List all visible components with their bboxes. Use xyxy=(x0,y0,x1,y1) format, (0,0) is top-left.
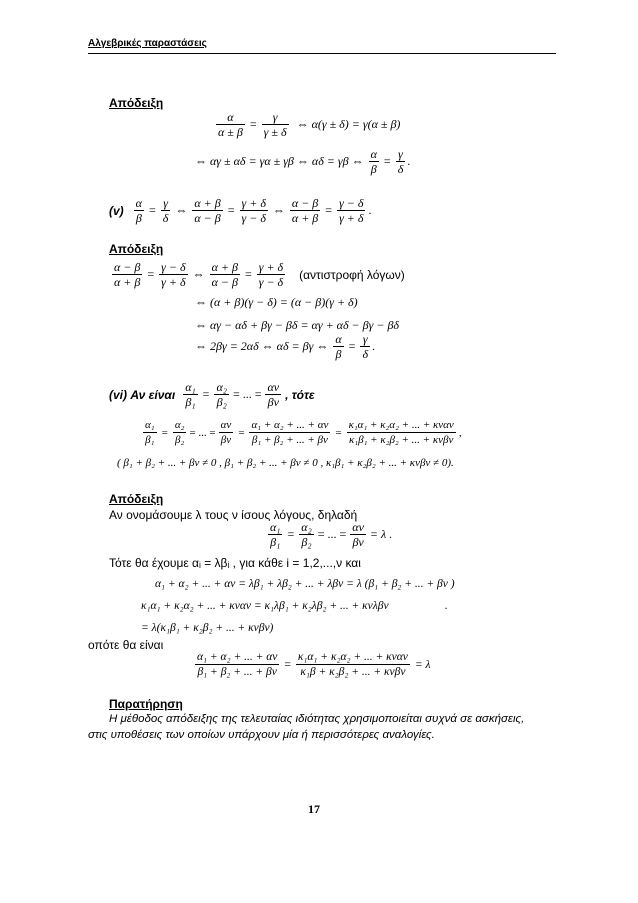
proof3-then-line: Τότε θα έχουμε αᵢ = λβᵢ , για κάθε i = 1,2,...,ν και xyxy=(109,556,361,570)
denominator: δ xyxy=(362,347,369,361)
proof1-equation-2 xyxy=(195,147,410,176)
denominator: β₂ xyxy=(216,395,227,409)
math-token: . xyxy=(407,154,411,168)
numerator: α + β xyxy=(211,260,238,274)
fraction xyxy=(360,332,370,361)
math-token: = xyxy=(335,426,342,439)
numerator: α₂ xyxy=(174,419,185,431)
denominator: κ₁β₁ + κ₂β₂ + ... + κνβν xyxy=(349,434,454,446)
math-token: , τότε xyxy=(285,387,315,402)
running-header: Αλγεβρικές παραστάσεις xyxy=(88,38,207,49)
fraction xyxy=(161,196,171,225)
proof1-equation-1 xyxy=(216,110,400,139)
denominator: δ xyxy=(162,211,169,225)
math-token: = xyxy=(287,527,295,541)
numerator: α₁ + α₂ + ... + αν xyxy=(197,651,278,663)
math-token: (αντιστροφή λόγων) xyxy=(299,267,405,282)
proof3-conclusion xyxy=(195,650,431,679)
numerator: κ₁α₁ + κ₂α₂ + ... + κναν xyxy=(348,419,454,431)
fraction xyxy=(290,196,320,225)
denominator: βν xyxy=(267,395,279,409)
denominator: α + β xyxy=(114,275,141,289)
fraction xyxy=(268,520,282,549)
math-token: ⇔ xyxy=(272,203,285,217)
property-vi-result xyxy=(143,418,462,447)
proof3-intro: Αν ονομάσουμε λ τους ν ίσους λόγους, δηλαδή xyxy=(109,508,358,522)
numerator: γ xyxy=(396,147,406,162)
fraction xyxy=(183,380,197,409)
math-token: ⇔ 2βγ = 2αδ ⇔ αδ = βγ ⇔ xyxy=(195,339,329,353)
denominator: β₂ xyxy=(174,434,185,446)
math-token: = xyxy=(202,387,210,401)
numerator: α₂ xyxy=(216,380,227,394)
numerator: α − β xyxy=(114,260,141,274)
denominator: α + β xyxy=(291,211,319,225)
math-token: = xyxy=(148,203,156,217)
numerator: α₂ xyxy=(301,520,312,534)
remark-line-1: Η μέθοδος απόδειξης της τελευταίας ιδιότητας χρησιμοποιείται συχνά σε ασκήσεις, xyxy=(109,713,525,725)
denominator: β₂ xyxy=(301,535,312,549)
math-token: = λ xyxy=(414,658,431,671)
denominator: β xyxy=(335,347,342,361)
fraction xyxy=(216,110,245,139)
proof2-line-2: ⇔ (α + β)(γ − δ) = (α − β)(γ + δ) xyxy=(195,295,358,309)
denominator: γ − δ xyxy=(241,211,266,225)
math-token: . xyxy=(368,203,372,217)
numerator: α₁ + α₂ + ... + αν xyxy=(251,419,329,431)
denominator: β₁ xyxy=(185,395,196,409)
denominator: α − β xyxy=(211,275,238,289)
math-token: = λ . xyxy=(369,527,393,541)
fraction xyxy=(296,650,410,679)
denominator: β₁ xyxy=(270,535,281,549)
math-token: = ... = xyxy=(189,426,216,439)
proof3-ratios xyxy=(268,520,392,549)
fraction xyxy=(350,520,366,549)
numerator: α₁ xyxy=(145,419,155,431)
fraction xyxy=(210,260,240,289)
fraction xyxy=(143,418,157,447)
fraction xyxy=(249,418,330,447)
proof3-sum-line: α₁ + α₂ + ... + αν = λβ₁ + λβ₂ + ... + λβν = λ (β₁ + β₂ + ... + βν ) xyxy=(155,578,455,590)
math-token: (vi) Αν είναι xyxy=(109,387,176,402)
denominator: γ + δ xyxy=(339,211,364,225)
numerator: γ xyxy=(262,110,289,125)
denominator: κ₁β + κ₂β₂ + ... + κνβν xyxy=(300,666,406,678)
denominator: β₁ + β₂ + ... + βν xyxy=(251,434,328,446)
fraction xyxy=(257,260,285,289)
math-token: ⇔ αγ ± αδ = γα ± γβ ⇔ αδ = γβ ⇔ xyxy=(195,154,364,168)
math-token: = xyxy=(244,267,252,281)
header-rule xyxy=(88,53,556,54)
math-token: = ... = xyxy=(232,387,262,401)
math-token: . xyxy=(372,339,376,353)
denominator: β₁ + β₂ + ... + βν xyxy=(197,666,277,678)
fraction xyxy=(347,418,456,447)
page-number: 17 xyxy=(308,802,320,816)
property-vi-conditions: ( β₁ + β₂ + ... + βν ≠ 0 , β₁ + β₂ + ... + βν ≠ 0 , κ₁β₁ + κ₂β₂ + ... + κνβν ≠ 0). xyxy=(117,457,454,469)
numerator: α + β xyxy=(194,196,221,210)
fraction xyxy=(369,147,379,176)
denominator: γ ± δ xyxy=(263,125,287,139)
remark-heading: Παρατήρηση xyxy=(109,697,183,711)
numerator: αν xyxy=(267,380,280,394)
math-token: = ... = xyxy=(317,527,347,541)
math-token: = xyxy=(348,339,356,353)
denominator: α ± β xyxy=(218,125,243,139)
numerator: α₁ xyxy=(270,520,281,534)
fraction xyxy=(219,418,234,447)
denominator: β xyxy=(370,162,377,176)
proof2-line-3: ⇔ αγ − αδ + βγ − βδ = αγ + αδ − βγ − βδ xyxy=(195,318,400,332)
fraction xyxy=(134,196,144,225)
denominator: α − β xyxy=(194,211,221,225)
numerator: α₁ xyxy=(185,380,196,394)
fraction xyxy=(192,196,222,225)
denominator: γ + δ xyxy=(161,275,186,289)
math-token: = xyxy=(238,426,245,439)
proof-heading-2: Απόδειξη xyxy=(109,242,164,256)
proof2-line-1 xyxy=(112,260,405,289)
numerator: α xyxy=(370,147,377,161)
fraction xyxy=(173,418,187,447)
numerator: γ xyxy=(360,332,370,347)
fraction xyxy=(262,110,289,139)
denominator: β₁ xyxy=(145,434,155,446)
proof-heading-1: Απόδειξη xyxy=(109,96,164,110)
remark-line-2: στις υποθέσεις των οποίων υπάρχουν μία ή περισσότερες αναλογίες. xyxy=(88,729,435,741)
math-token: ⇔ xyxy=(192,267,205,281)
fraction xyxy=(265,380,281,409)
fraction xyxy=(214,380,228,409)
math-token: = xyxy=(147,267,155,281)
denominator: γ − δ xyxy=(258,275,284,289)
numerator: γ + δ xyxy=(258,260,284,274)
fraction xyxy=(337,196,365,225)
numerator: α xyxy=(335,332,342,346)
math-token: (v) xyxy=(109,203,124,218)
fraction xyxy=(333,332,343,361)
numerator: αν xyxy=(220,419,232,431)
fraction xyxy=(240,196,268,225)
math-token: = xyxy=(249,117,257,131)
proof2-line-4 xyxy=(195,332,375,361)
numerator: α − β xyxy=(291,196,319,210)
math-token: = xyxy=(161,426,168,439)
math-token: , xyxy=(458,426,462,439)
denominator: δ xyxy=(397,162,404,176)
fraction xyxy=(396,147,406,176)
numerator: α xyxy=(216,110,245,125)
math-token: = xyxy=(383,154,391,168)
fraction xyxy=(299,520,313,549)
proof-heading-3: Απόδειξη xyxy=(109,492,164,506)
fraction xyxy=(195,650,279,679)
numerator: γ − δ xyxy=(339,196,364,210)
property-v xyxy=(109,196,371,225)
numerator: γ − δ xyxy=(161,260,186,274)
fraction xyxy=(159,260,187,289)
numerator: γ xyxy=(161,196,171,211)
proof3-factor-line: = λ(κ₁β₁ + κ₂β₂ + ... + κνβν) xyxy=(141,622,274,634)
math-token: = xyxy=(325,203,333,217)
proof3-weighted-line: κ₁α₁ + κ₂α₂ + ... + κναν = κ₁λβ₁ + κ₂λβ₂ + ... + κνλβν . xyxy=(141,600,448,612)
denominator: βν xyxy=(352,535,364,549)
denominator: βν xyxy=(220,434,232,446)
denominator: β xyxy=(135,211,142,225)
numerator: α xyxy=(135,196,142,210)
numerator: αν xyxy=(352,520,364,534)
math-token: ⇔ α(γ ± δ) = γ(α ± β) xyxy=(296,117,401,131)
math-token: = xyxy=(227,203,235,217)
fraction xyxy=(112,260,142,289)
property-vi-hypothesis xyxy=(109,380,315,409)
proof3-so: οπότε θα είναι xyxy=(88,638,164,652)
math-token: = xyxy=(284,658,291,671)
numerator: γ + δ xyxy=(241,196,266,210)
numerator: κ₁α₁ + κ₂α₂ + ... + κναν xyxy=(297,651,408,663)
math-token: ⇔ xyxy=(175,203,188,217)
